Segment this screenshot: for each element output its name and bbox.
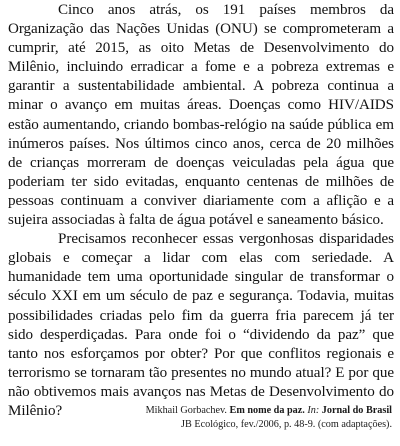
citation-title: Em nome da paz.: [229, 405, 305, 416]
source-citation: [132, 404, 392, 432]
citation-in-label: In:: [307, 405, 320, 416]
citation-line-2: JB Ecológico, fev./2006, p. 48-9. (com adaptações).: [181, 419, 392, 430]
citation-journal: Jornal do Brasil: [321, 405, 392, 416]
citation-author: Mikhail Gorbachev.: [145, 405, 227, 416]
citation-line-1: [132, 404, 392, 418]
article-paragraph-1: Cinco anos atrás, os 191 países membros da Organização das Nações Unidas (ONU) se comprometeram a cumprir, até 2015, as oito Metas de Desenvolvimento do Milênio, incluindo erradicar a fome e a pobreza extremas e garantir a sustentabilidade ambiental. A pobreza continua a minar o avanço em muitas áreas. Doenças como HIV/AIDS estão aumentando, criando bombas-relógio na saúde pública em inúmeros países. Nos últimos cinco anos, cerca de 20 milhões de crianças morreram de doenças veiculadas pela água que poderiam ter sido evitadas, enquanto centenas de milhões de pessoas continuam a conviver diariamente com a aflição e a sujeira associadas à falta de água potável e saneamento básico.: [8, 2, 394, 229]
article-paragraph-2: Precisamos reconhecer essas vergonhosas disparidades globais e começar a lidar com elas com seriedade. A humanidade tem uma oportunidade singular de transformar o século XXI em um século de paz e segurança. Todavia, muitas possibilidades criadas pelo fim da guerra fria parecem já ter sido desperdiçadas. Para onde foi o “dividendo da paz” que tanto nos esforçamos por obter? Por que conflitos regionais e terrorismo se tornaram tão presentes no mundo atual? E por que não obtivemos mais avanços nas Metas de Desenvolvimento do Milênio?: [8, 231, 394, 419]
